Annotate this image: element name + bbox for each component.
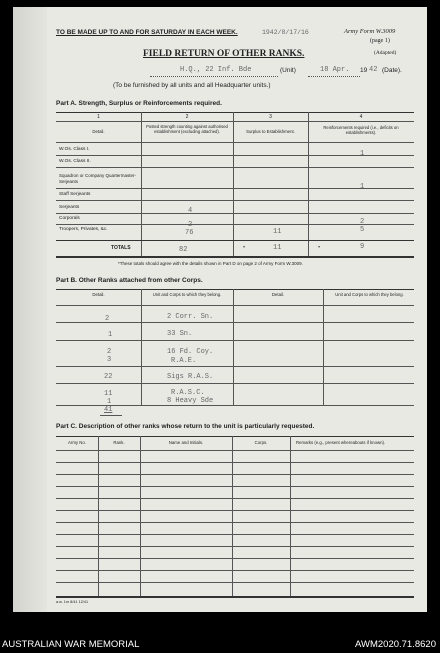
b-row-detail: 3 — [107, 356, 112, 364]
row-detail: Troopers, Privates, &c. — [59, 227, 108, 232]
date-year-prefix: 19 — [360, 67, 368, 74]
c-col-army-no: Army No. — [68, 440, 86, 445]
part-c-col-divider — [140, 436, 141, 596]
part-a-row-rule — [56, 213, 414, 214]
b-row-unit: R.A.S.C. — [171, 389, 205, 397]
row-detail: Corporals — [59, 216, 80, 221]
part-b-col-divider — [233, 289, 234, 405]
b-row-unit: 16 Fd. Coy. — [167, 348, 214, 356]
row-reinf-value: 1 — [360, 150, 365, 158]
footer-institution: AUSTRALIAN WAR MEMORIAL — [2, 639, 140, 650]
row-detail: Staff Serjeants — [59, 192, 91, 197]
part-b-col-divider — [323, 289, 324, 405]
b-col-header-detail: Detail. — [92, 292, 105, 297]
date-year: 42 — [369, 66, 378, 74]
footer-accession: AWM2020.71.8620 — [355, 639, 436, 650]
totals-asterisk: • — [243, 245, 246, 251]
col-number-1: 1 — [97, 114, 100, 120]
b-row-unit: 33 Sn. — [167, 330, 193, 338]
part-a-row-rule — [56, 224, 414, 225]
part-c-row-rule — [56, 582, 414, 583]
part-a-row-rule — [56, 200, 414, 201]
weekly-notice: TO BE MADE UP TO AND FOR SATURDAY IN EACH WEEK. — [56, 29, 238, 36]
col-header-reinforcements: Reinforcements required (i.e., deficits on establishments). — [323, 125, 399, 136]
part-a-row-rule — [56, 188, 414, 189]
b-row-unit: R.A.E. — [171, 357, 197, 365]
totals-reinf: 9 — [360, 243, 365, 251]
part-c-row-rule — [56, 522, 414, 523]
part-a-header-rule — [56, 142, 414, 143]
adapted-note: (Adapted) — [374, 50, 397, 56]
part-c-top-rule — [56, 436, 414, 437]
row-detail: Serjeants — [59, 205, 80, 210]
col-number-4: 4 — [359, 114, 363, 120]
row-reinf-value: 5 — [360, 226, 365, 234]
part-a-row-rule — [56, 167, 414, 168]
b-row-unit: 2 Corr. Sn. — [167, 313, 214, 321]
part-a-col-divider — [233, 112, 234, 257]
totals-surplus: 11 — [273, 244, 282, 252]
b-row-unit: Sigs R.A.S. — [167, 373, 214, 381]
row-detail: W.Os. Class II. — [59, 159, 91, 164]
totals-asterisk: • — [318, 245, 321, 251]
totals-top-rule — [56, 240, 414, 241]
part-a-number-rule — [56, 121, 414, 122]
c-col-rank: Rank. — [113, 440, 125, 445]
b-total-underline — [100, 415, 122, 416]
footer-bar — [0, 612, 440, 653]
reference-number: 1942/8/17/16 — [262, 29, 309, 36]
part-c-row-rule — [56, 498, 414, 499]
b-row-detail: 2 — [105, 315, 110, 323]
b-col-header-unit: Unit and Corps to which they belong. — [152, 292, 222, 297]
part-a-heading: Part A. Strength, Surplus or Reinforcements required. — [56, 100, 222, 107]
row-surplus-value: 11 — [273, 228, 282, 236]
part-c-col-divider — [232, 436, 233, 596]
part-b-row-rule — [56, 383, 414, 384]
b-col-header-unit-2: Unit and Corps to which they belong. — [335, 292, 404, 297]
part-b-top-rule — [56, 289, 414, 290]
totals-footnote: *These totals should agree with the details shown in Part D on page 2 of Army Form W.3009. — [118, 261, 303, 266]
part-b-row-rule — [56, 366, 414, 367]
sheet-shadow-edge — [13, 7, 47, 612]
col-header-posted: Posted strength counting against authorised establishment (excluding attached). — [146, 124, 228, 135]
date-label: (Date). — [382, 67, 402, 74]
form-page: (page 1) — [370, 38, 390, 44]
part-b-col-divider — [141, 289, 142, 405]
part-c-bottom-rule — [56, 596, 414, 598]
col-header-surplus: Surplus to Establishment. — [246, 129, 295, 134]
form-title: FIELD RETURN OF OTHER RANKS. — [143, 49, 305, 59]
part-c-row-rule — [56, 474, 414, 475]
b-row-detail: 22 — [104, 373, 113, 381]
instruction-note: (To be furnished by all units and all Headquarter units.) — [113, 82, 271, 89]
b-row-unit: 8 Heavy Sde — [167, 397, 214, 405]
unit-value: H.Q., 22 Inf. Bde — [180, 66, 252, 74]
part-c-row-rule — [56, 486, 414, 487]
totals-label: TOTALS — [111, 245, 131, 251]
part-c-row-rule — [56, 570, 414, 571]
part-c-header-rule — [56, 450, 414, 451]
b-row-detail: 1 — [108, 331, 113, 339]
part-b-heading: Part B. Other Ranks attached from other Corps. — [56, 277, 203, 284]
part-c-col-divider — [290, 436, 291, 596]
b-row-detail: 11 — [104, 390, 113, 398]
row-reinf-value: 2 — [360, 218, 365, 226]
row-detail: Squadron or Company Quartermaster-Serjeants — [59, 173, 137, 184]
row-posted-value: 4 — [188, 207, 193, 215]
part-b-row-rule — [56, 322, 414, 323]
form-id: Army Form W.3009 — [344, 28, 396, 35]
print-code: a.w. 1m 8/41 12/41 — [56, 600, 89, 604]
totals-posted: 82 — [179, 246, 188, 254]
part-c-row-rule — [56, 510, 414, 511]
unit-label: (Unit) — [280, 67, 296, 74]
b-row-detail: 2 — [107, 348, 112, 356]
totals-bottom-rule — [56, 256, 414, 258]
part-a-col-divider — [141, 112, 142, 257]
part-b-row-rule — [56, 340, 414, 341]
part-a-col-divider — [308, 112, 309, 257]
col-number-2: 2 — [185, 114, 189, 120]
part-a-top-rule — [56, 112, 414, 113]
b-total-detail: 41 — [104, 406, 113, 414]
c-col-remarks: Remarks (e.g., present whereabouts if known). — [296, 440, 386, 445]
part-c-row-rule — [56, 534, 414, 535]
part-c-col-divider — [98, 436, 99, 596]
c-col-name: Name and Initials. — [168, 440, 204, 445]
row-detail: W.Os. Class I. — [59, 147, 90, 152]
part-b-header-rule — [56, 305, 414, 306]
col-number-3: 3 — [269, 114, 272, 120]
b-col-header-detail-2: Detail. — [271, 292, 285, 297]
c-col-corps: Corps. — [254, 440, 268, 445]
part-c-row-rule — [56, 546, 414, 547]
part-c-row-rule — [56, 558, 414, 559]
row-posted-value: 76 — [185, 229, 194, 237]
part-c-heading: Part C. Description of other ranks whose return to the unit is particularly requested. — [56, 423, 315, 430]
row-posted-value: 2 — [188, 221, 193, 229]
part-c-row-rule — [56, 462, 414, 463]
date-day: 18 Apr. — [320, 66, 350, 74]
b-row-detail: 1 — [107, 398, 112, 406]
unit-dotted-line — [150, 76, 278, 77]
row-reinf-value: 1 — [360, 183, 365, 191]
col-header-detail: Detail. — [92, 129, 105, 134]
date-dotted-line — [308, 76, 360, 77]
part-a-row-rule — [56, 155, 414, 156]
